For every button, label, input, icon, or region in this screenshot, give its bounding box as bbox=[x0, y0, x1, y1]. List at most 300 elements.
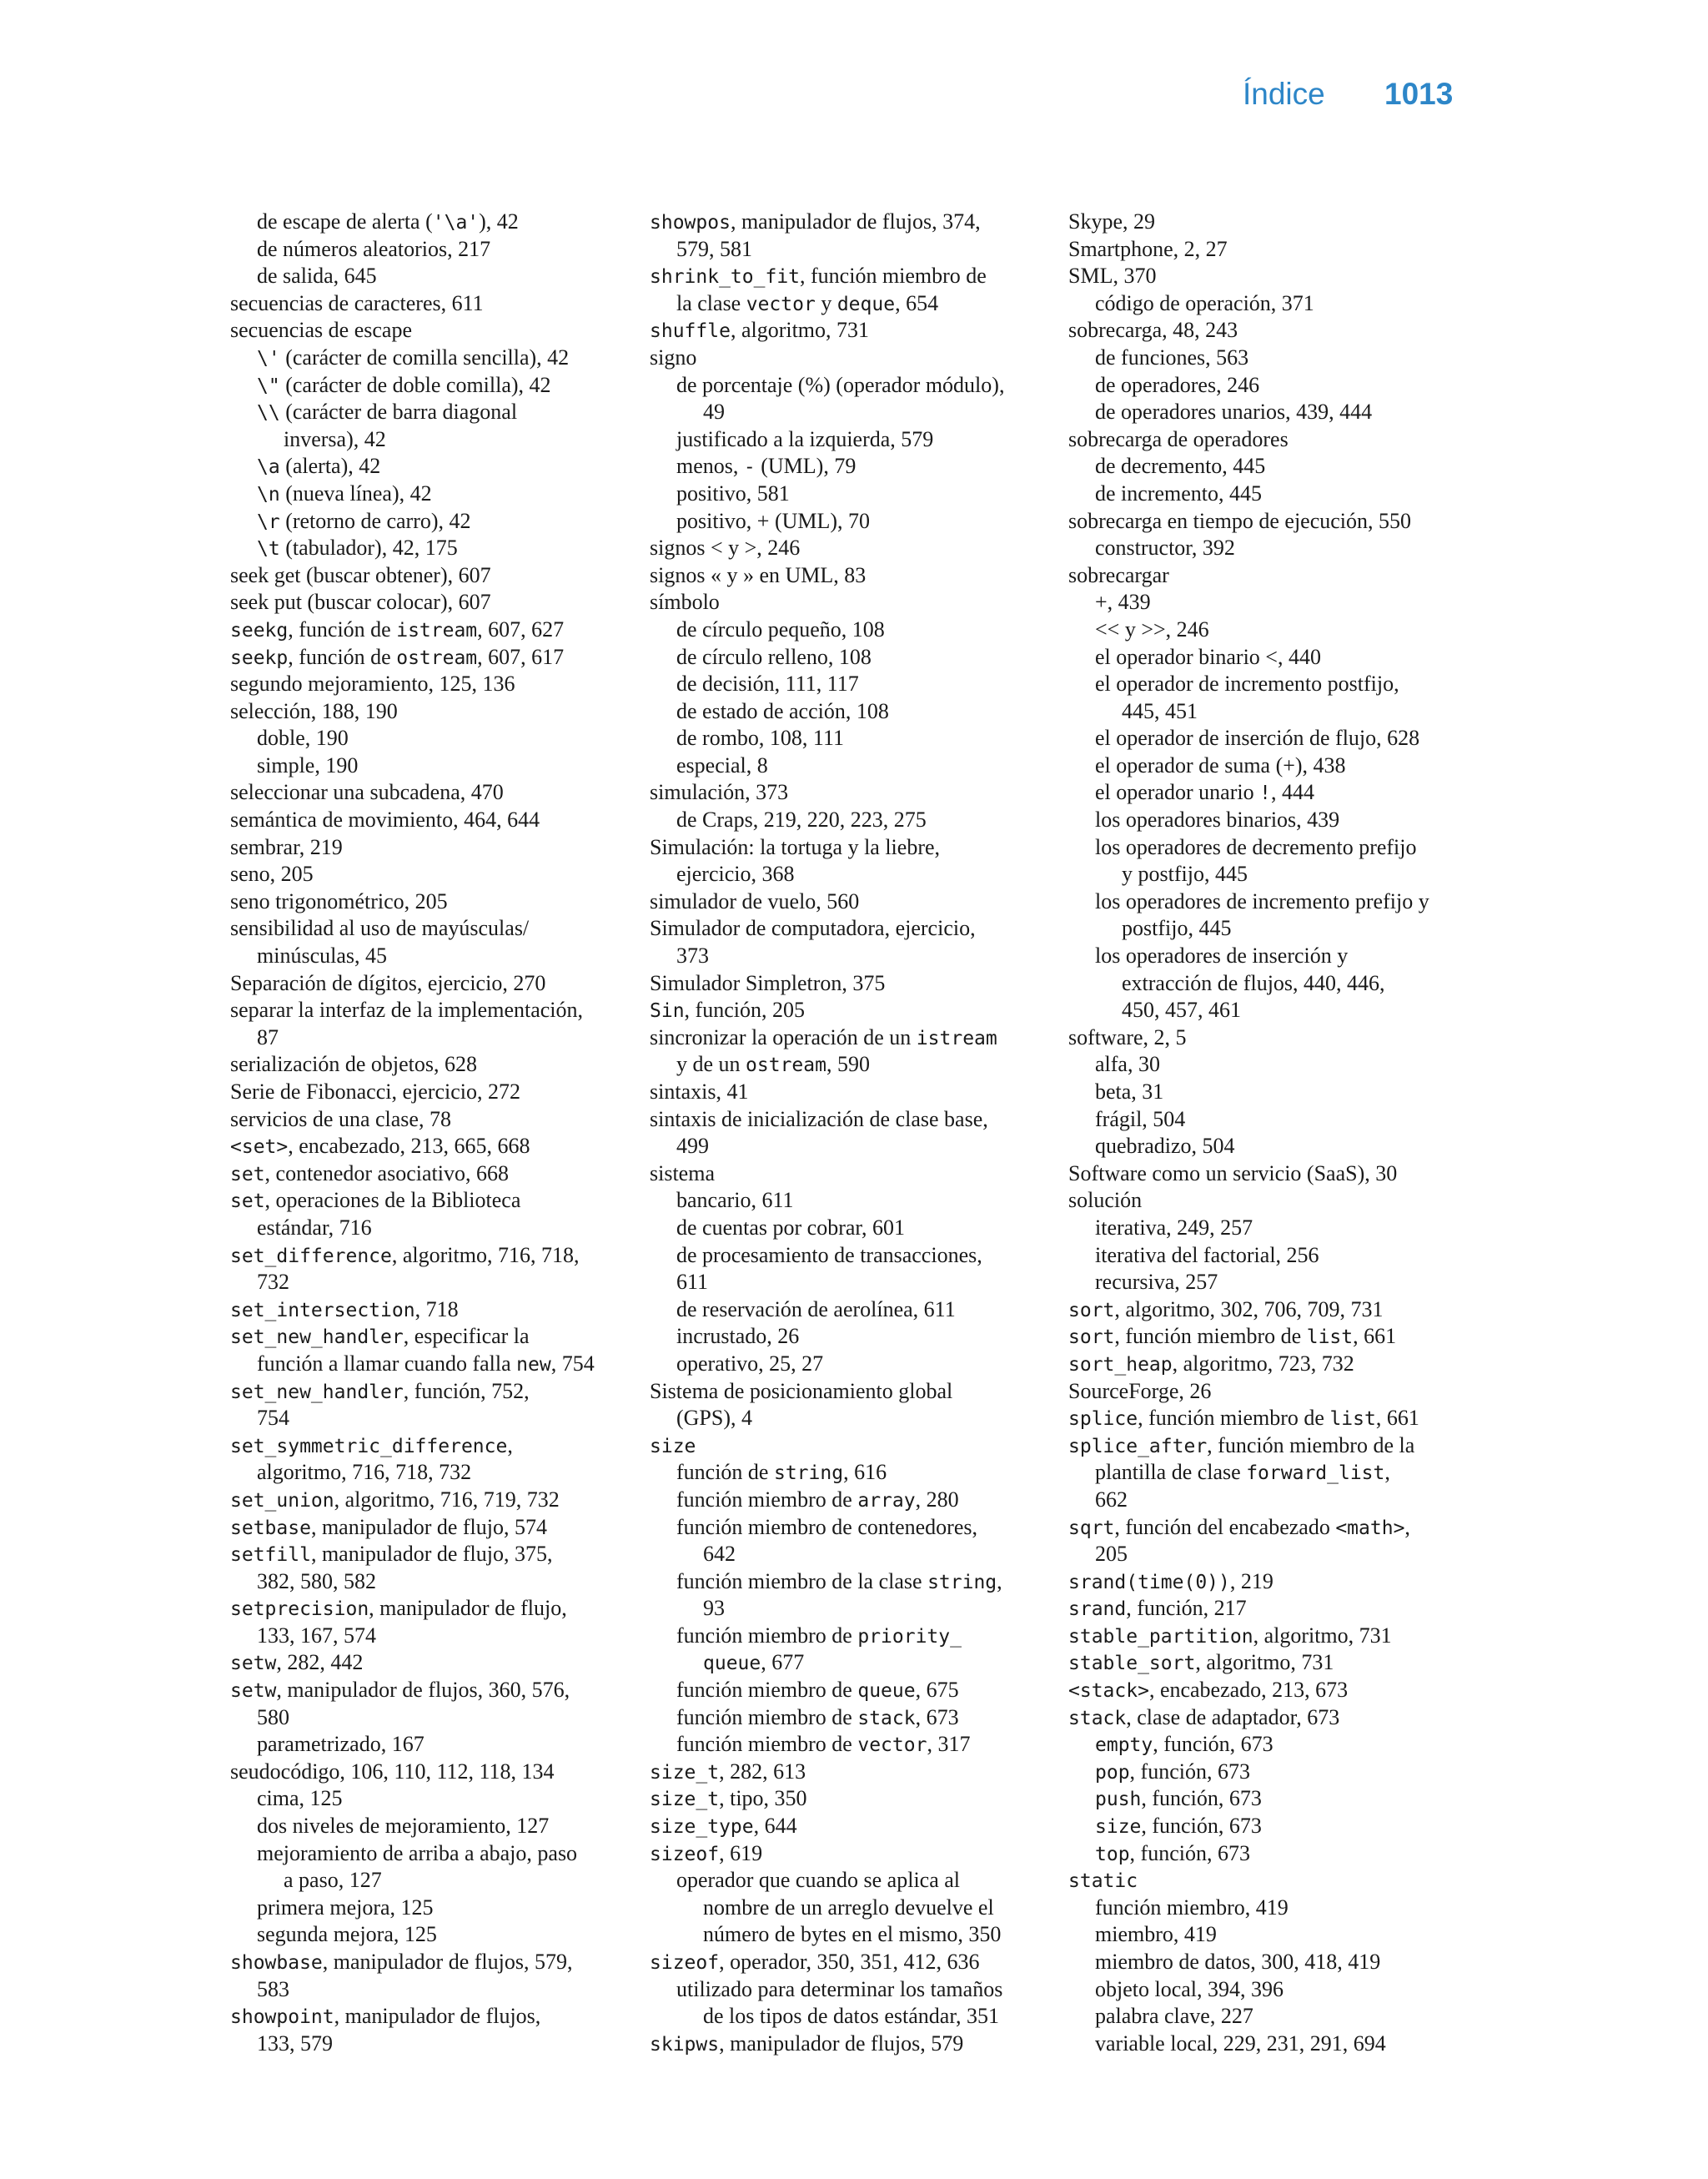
index-text: los operadores de incremento prefijo y bbox=[1095, 888, 1429, 913]
index-text: secuencias de escape bbox=[230, 318, 412, 343]
index-text: , algoritmo, 731 bbox=[730, 318, 870, 343]
index-entry bbox=[1068, 943, 1469, 970]
index-entry bbox=[230, 236, 630, 264]
index-text: el operador de inserción de flujo, 628 bbox=[1095, 726, 1420, 751]
index-text: , 718 bbox=[414, 1296, 459, 1321]
index-text: , bbox=[997, 1568, 1002, 1593]
index-entry bbox=[650, 2031, 1050, 2058]
index-entry bbox=[1068, 263, 1469, 290]
index-text: , tipo, 350 bbox=[719, 1786, 807, 1811]
index-text: , 590 bbox=[826, 1052, 870, 1077]
index-entry bbox=[650, 1296, 1050, 1324]
index-text: de rombo, 108, 111 bbox=[676, 726, 844, 751]
index-text: 579, 581 bbox=[676, 236, 752, 261]
index-entry bbox=[230, 1405, 630, 1432]
index-entry bbox=[1068, 345, 1469, 372]
index-code-term: istream bbox=[396, 619, 478, 642]
index-text: (carácter de barra diagonal bbox=[279, 400, 518, 425]
index-entry bbox=[650, 1514, 1050, 1542]
index-entry bbox=[230, 1106, 630, 1134]
index-text: de los tipos de datos estándar, 351 bbox=[703, 2004, 999, 2029]
index-text: algoritmo, 716, 718, 732 bbox=[257, 1460, 472, 1485]
index-text: los operadores de inserción y bbox=[1095, 944, 1349, 969]
index-entry bbox=[650, 1623, 1050, 1650]
index-entry bbox=[650, 1160, 1050, 1188]
index-entry bbox=[650, 1976, 1050, 2004]
index-code-term: sort bbox=[1068, 1299, 1115, 1321]
index-text: SourceForge, 26 bbox=[1068, 1378, 1212, 1403]
index-text: 642 bbox=[703, 1542, 736, 1567]
index-entry bbox=[650, 2003, 1050, 2031]
index-text: +, 439 bbox=[1095, 590, 1151, 615]
index-entry bbox=[230, 317, 630, 345]
index-entry bbox=[230, 345, 630, 372]
index-text: , 661 bbox=[1353, 1324, 1397, 1349]
index-text: de Craps, 219, 220, 223, 275 bbox=[676, 808, 927, 833]
index-entry bbox=[230, 1378, 630, 1406]
index-text: SML, 370 bbox=[1068, 264, 1157, 289]
index-entry bbox=[650, 1704, 1050, 1732]
index-code-term: showpos bbox=[650, 212, 731, 234]
index-entry bbox=[650, 671, 1050, 698]
index-entry bbox=[650, 236, 1050, 264]
index-text: , función miembro de la bbox=[1207, 1432, 1415, 1457]
index-text: sistema bbox=[650, 1160, 715, 1185]
index-text: , algoritmo, 731 bbox=[1195, 1650, 1334, 1675]
index-text: , bbox=[1384, 1460, 1390, 1485]
index-text: frágil, 504 bbox=[1095, 1106, 1186, 1131]
index-entry bbox=[650, 997, 1050, 1024]
index-text: , función del encabezado bbox=[1114, 1514, 1336, 1539]
index-column-3 bbox=[1068, 209, 1469, 2057]
index-text: código de operación, 371 bbox=[1095, 290, 1314, 315]
index-entry bbox=[650, 1759, 1050, 1786]
index-entry bbox=[1068, 1949, 1469, 1976]
index-text: , 675 bbox=[915, 1678, 959, 1703]
index-text: alfa, 30 bbox=[1095, 1052, 1160, 1077]
index-text: de estado de acción, 108 bbox=[676, 698, 889, 723]
index-entry bbox=[650, 1867, 1050, 1895]
index-text: 49 bbox=[703, 400, 725, 425]
index-code-term: seekg bbox=[230, 619, 289, 642]
index-text: dos niveles de mejoramiento, 127 bbox=[257, 1814, 550, 1839]
index-text: inversa), 42 bbox=[284, 426, 386, 451]
index-entry bbox=[1068, 1759, 1469, 1786]
index-text: sembrar, 219 bbox=[230, 834, 343, 859]
index-entry bbox=[650, 1351, 1050, 1378]
index-code-term: \' bbox=[257, 347, 280, 370]
index-code-term: vector bbox=[857, 1734, 927, 1757]
index-text: de salida, 645 bbox=[257, 264, 377, 289]
index-text: , 619 bbox=[719, 1840, 763, 1865]
index-code-term: showbase bbox=[230, 1952, 323, 1974]
index-text: , función, 673 bbox=[1141, 1786, 1262, 1811]
index-entry bbox=[650, 1459, 1050, 1487]
index-text: , 282, 442 bbox=[276, 1650, 364, 1675]
index-entry bbox=[230, 1867, 630, 1895]
index-code-term: shrink_to_fit bbox=[650, 266, 801, 289]
index-column-2 bbox=[650, 209, 1050, 2057]
index-text: secuencias de caracteres, 611 bbox=[230, 290, 484, 315]
index-entry bbox=[650, 1731, 1050, 1759]
index-text: palabra clave, 227 bbox=[1095, 2004, 1253, 2029]
index-text: 662 bbox=[1095, 1487, 1128, 1512]
index-code-term: \t bbox=[257, 538, 280, 561]
index-entry bbox=[650, 644, 1050, 672]
index-text: , función, 673 bbox=[1129, 1840, 1250, 1865]
index-entry bbox=[1068, 1649, 1469, 1677]
index-code-term: setbase bbox=[230, 1517, 311, 1539]
index-entry bbox=[230, 508, 630, 536]
index-entry bbox=[230, 372, 630, 400]
index-entry bbox=[1068, 1895, 1469, 1922]
index-text: de operadores, 246 bbox=[1095, 372, 1260, 397]
index-entry bbox=[1068, 2003, 1469, 2031]
index-entry bbox=[1068, 698, 1469, 726]
index-entry bbox=[230, 1351, 630, 1378]
index-text: 93 bbox=[703, 1596, 725, 1621]
index-text: plantilla de clase bbox=[1095, 1460, 1247, 1485]
index-text: 732 bbox=[257, 1270, 289, 1295]
index-entry bbox=[1068, 861, 1469, 888]
index-entry bbox=[650, 562, 1050, 590]
index-text: segunda mejora, 125 bbox=[257, 1922, 437, 1947]
index-entry bbox=[230, 1487, 630, 1514]
index-entry bbox=[230, 1649, 630, 1677]
index-entry bbox=[650, 1051, 1050, 1079]
index-code-term: istream bbox=[916, 1027, 997, 1049]
index-entry bbox=[230, 1921, 630, 1949]
index-text: , 654 bbox=[895, 290, 939, 315]
index-text: semántica de movimiento, 464, 644 bbox=[230, 808, 540, 833]
index-text: (UML), 79 bbox=[755, 454, 857, 479]
index-text: 205 bbox=[1095, 1542, 1128, 1567]
index-entry bbox=[230, 1677, 630, 1704]
index-text: serialización de objetos, 628 bbox=[230, 1052, 478, 1077]
index-code-term: \n bbox=[257, 483, 280, 506]
index-text: recursiva, 257 bbox=[1095, 1270, 1218, 1295]
index-text: , 661 bbox=[1375, 1406, 1419, 1431]
index-code-term: sort_heap bbox=[1068, 1353, 1173, 1376]
index-text: función miembro de la clase bbox=[676, 1568, 928, 1593]
index-code-term: array bbox=[857, 1489, 916, 1512]
index-entry bbox=[230, 970, 630, 998]
index-text: , función, 673 bbox=[1141, 1814, 1262, 1839]
index-text: 133, 167, 574 bbox=[257, 1623, 376, 1648]
index-text: Simulación: la tortuga y la liebre, bbox=[650, 834, 941, 859]
index-code-term: \\ bbox=[257, 402, 280, 425]
index-entry bbox=[650, 1785, 1050, 1813]
index-text: el operador binario <, 440 bbox=[1095, 644, 1321, 669]
index-text: , función miembro de bbox=[1114, 1324, 1307, 1349]
index-entry bbox=[650, 1405, 1050, 1432]
index-text: , algoritmo, 302, 706, 709, 731 bbox=[1114, 1296, 1384, 1321]
index-code-term: skipws bbox=[650, 2033, 720, 2056]
index-text: , algoritmo, 731 bbox=[1253, 1623, 1392, 1648]
index-entry bbox=[1068, 589, 1469, 616]
index-entry bbox=[650, 779, 1050, 807]
index-entry bbox=[1068, 1731, 1469, 1759]
index-entry bbox=[1068, 834, 1469, 862]
index-text: Software como un servicio (SaaS), 30 bbox=[1068, 1160, 1398, 1185]
index-text: segundo mejoramiento, 125, 136 bbox=[230, 672, 515, 697]
index-code-term: empty bbox=[1095, 1734, 1153, 1757]
index-entry bbox=[650, 1024, 1050, 1052]
index-code-term: \a bbox=[257, 456, 280, 479]
index-text: , manipulador de flujos, 360, 576, bbox=[276, 1678, 570, 1703]
index-entry bbox=[1068, 1813, 1469, 1840]
index-text: mejoramiento de arriba a abajo, paso bbox=[257, 1840, 578, 1865]
index-entry bbox=[650, 1921, 1050, 1949]
index-text: función de bbox=[676, 1460, 774, 1485]
index-text: , función de bbox=[288, 616, 397, 642]
index-entry bbox=[1068, 1459, 1469, 1487]
index-entry bbox=[650, 345, 1050, 372]
index-text: , manipulador de flujo, bbox=[369, 1596, 567, 1621]
index-text: 754 bbox=[257, 1406, 289, 1431]
index-code-term: sizeof bbox=[650, 1843, 720, 1865]
index-text: de procesamiento de transacciones, bbox=[676, 1242, 982, 1267]
index-text: cima, 125 bbox=[257, 1786, 343, 1811]
index-code-term: set bbox=[230, 1190, 265, 1213]
index-text: ejercicio, 368 bbox=[676, 862, 795, 887]
index-code-term: ostream bbox=[746, 1054, 826, 1077]
index-text: , función, 752, bbox=[403, 1378, 530, 1403]
index-entry bbox=[650, 290, 1050, 318]
index-entry bbox=[1068, 1187, 1469, 1215]
index-text: Serie de Fibonacci, ejercicio, 272 bbox=[230, 1079, 520, 1104]
index-text: , función de bbox=[288, 644, 397, 669]
index-text: selección, 188, 190 bbox=[230, 698, 398, 723]
index-code-term: new bbox=[516, 1353, 551, 1376]
index-code-term: queue bbox=[703, 1653, 761, 1675]
index-entry bbox=[230, 1731, 630, 1759]
index-entry bbox=[1068, 1405, 1469, 1432]
index-text: ), 42 bbox=[479, 209, 519, 234]
index-entry bbox=[230, 1704, 630, 1732]
index-entry bbox=[230, 1432, 630, 1460]
index-entry bbox=[230, 1623, 630, 1650]
index-text: operador que cuando se aplica al bbox=[676, 1868, 961, 1893]
index-text: y de un bbox=[676, 1052, 746, 1077]
index-text: de números aleatorios, 217 bbox=[257, 236, 491, 261]
index-entry bbox=[230, 1051, 630, 1079]
index-entry bbox=[230, 1568, 630, 1596]
index-text: miembro, 419 bbox=[1095, 1922, 1217, 1947]
index-entry bbox=[230, 1269, 630, 1296]
index-code-term: size bbox=[650, 1435, 696, 1457]
index-entry bbox=[230, 671, 630, 698]
index-text: , operaciones de la Biblioteca bbox=[264, 1188, 521, 1213]
index-code-term: stable_partition bbox=[1068, 1625, 1253, 1648]
index-entry bbox=[230, 2031, 630, 2058]
index-text: 445, 451 bbox=[1122, 698, 1198, 723]
index-text: incrustado, 26 bbox=[676, 1324, 800, 1349]
index-entry bbox=[650, 1649, 1050, 1677]
index-text: , función, 217 bbox=[1126, 1596, 1247, 1621]
index-entry bbox=[230, 1242, 630, 1270]
index-entry bbox=[1068, 508, 1469, 536]
index-text: , 282, 613 bbox=[719, 1759, 806, 1784]
index-text: (retorno de carro), 42 bbox=[279, 508, 471, 533]
index-text: los operadores binarios, 439 bbox=[1095, 808, 1340, 833]
index-text: , manipulador de flujos, 579, bbox=[322, 1950, 573, 1974]
index-entry bbox=[650, 1813, 1050, 1840]
index-text: 133, 579 bbox=[257, 2031, 333, 2056]
index-entry bbox=[1068, 997, 1469, 1024]
index-entry bbox=[650, 263, 1050, 290]
index-entry bbox=[1068, 807, 1469, 834]
index-text: (carácter de doble comilla), 42 bbox=[279, 372, 551, 397]
index-text: , manipulador de flujos, bbox=[334, 2004, 541, 2029]
index-entry bbox=[230, 1813, 630, 1840]
index-code-term: Sin bbox=[650, 1000, 685, 1023]
index-text: Simulador de computadora, ejercicio, bbox=[650, 916, 976, 941]
index-text: de círculo pequeño, 108 bbox=[676, 616, 885, 642]
index-entry bbox=[230, 888, 630, 916]
index-text: primera mejora, 125 bbox=[257, 1895, 434, 1920]
index-code-term: setw bbox=[230, 1653, 277, 1675]
index-code-term: sort bbox=[1068, 1326, 1115, 1349]
index-entry bbox=[1068, 317, 1469, 345]
index-text: , 677 bbox=[761, 1650, 805, 1675]
index-entry bbox=[1068, 209, 1469, 236]
index-text: signos « y » en UML, 83 bbox=[650, 562, 867, 587]
index-entry bbox=[1068, 644, 1469, 672]
index-text: seudocódigo, 106, 110, 112, 118, 134 bbox=[230, 1759, 555, 1784]
index-text: , manipulador de flujos, 374, bbox=[730, 209, 981, 234]
index-text: justificado a la izquierda, 579 bbox=[676, 426, 934, 451]
index-text: de decisión, 111, 117 bbox=[676, 672, 859, 697]
index-text: utilizado para determinar los tamaños bbox=[676, 1976, 1003, 2001]
index-code-term: splice bbox=[1068, 1408, 1138, 1431]
index-entry bbox=[1068, 1351, 1469, 1378]
index-entry bbox=[1068, 1432, 1469, 1460]
index-entry bbox=[230, 644, 630, 672]
index-entry bbox=[1068, 1677, 1469, 1704]
index-entry bbox=[230, 209, 630, 236]
index-entry bbox=[1068, 1160, 1469, 1188]
index-text: , manipulador de flujo, 574 bbox=[310, 1514, 547, 1539]
index-entry bbox=[650, 1187, 1050, 1215]
index-text: , 754 bbox=[550, 1351, 595, 1376]
index-entry bbox=[1068, 888, 1469, 916]
index-entry bbox=[650, 399, 1050, 426]
index-text: , 616 bbox=[843, 1460, 887, 1485]
index-entry bbox=[230, 698, 630, 726]
index-entry bbox=[650, 372, 1050, 400]
index-text: , bbox=[1404, 1514, 1410, 1539]
index-entry bbox=[230, 2003, 630, 2031]
index-text: , 280 bbox=[915, 1487, 959, 1512]
index-text: 450, 457, 461 bbox=[1122, 998, 1241, 1023]
index-text: minúsculas, 45 bbox=[257, 944, 387, 969]
index-entry bbox=[650, 481, 1050, 508]
index-text: estándar, 716 bbox=[257, 1215, 372, 1240]
index-text: , función, 673 bbox=[1129, 1759, 1250, 1784]
index-text: función miembro, 419 bbox=[1095, 1895, 1289, 1920]
index-text: , función miembro de bbox=[1138, 1406, 1330, 1431]
index-text: el operador de incremento postfijo, bbox=[1095, 672, 1399, 697]
index-text: 499 bbox=[676, 1134, 709, 1159]
index-text: , 644 bbox=[753, 1814, 797, 1839]
index-entry bbox=[1068, 372, 1469, 400]
index-code-term: queue bbox=[857, 1680, 916, 1703]
index-entry bbox=[1068, 616, 1469, 644]
index-entry bbox=[230, 562, 630, 590]
index-entry bbox=[1068, 752, 1469, 780]
index-code-term: static bbox=[1068, 1870, 1138, 1893]
index-text: de reservación de aerolínea, 611 bbox=[676, 1296, 956, 1321]
index-text: a paso, 127 bbox=[284, 1868, 382, 1893]
index-entry bbox=[230, 1976, 630, 2004]
index-text: sobrecarga, 48, 243 bbox=[1068, 318, 1238, 343]
index-entry bbox=[1068, 1323, 1469, 1351]
index-code-term: srand bbox=[1068, 1598, 1127, 1621]
index-entry bbox=[230, 1595, 630, 1623]
index-text: operativo, 25, 27 bbox=[676, 1351, 824, 1376]
index-code-term: setprecision bbox=[230, 1598, 369, 1621]
index-text: número de bytes en el mismo, 350 bbox=[703, 1922, 1002, 1947]
index-entry bbox=[1068, 1921, 1469, 1949]
index-entry bbox=[230, 1514, 630, 1542]
index-entry bbox=[650, 589, 1050, 616]
index-entry bbox=[1068, 671, 1469, 698]
index-entry bbox=[230, 1759, 630, 1786]
index-code-term: set_difference bbox=[230, 1245, 392, 1267]
index-entry bbox=[230, 535, 630, 562]
index-text: 611 bbox=[676, 1270, 709, 1295]
index-text: sobrecargar bbox=[1068, 562, 1169, 587]
index-entry bbox=[230, 1541, 630, 1568]
index-entry bbox=[1068, 1514, 1469, 1542]
index-code-term: stable_sort bbox=[1068, 1653, 1196, 1675]
index-text: beta, 31 bbox=[1095, 1079, 1164, 1104]
index-entry bbox=[1068, 481, 1469, 508]
index-text: sintaxis, 41 bbox=[650, 1079, 749, 1104]
index-entry bbox=[650, 616, 1050, 644]
index-text: , 444 bbox=[1270, 780, 1314, 805]
index-text: seek get (buscar obtener), 607 bbox=[230, 562, 491, 587]
index-entry bbox=[650, 698, 1050, 726]
index-text: software, 2, 5 bbox=[1068, 1024, 1187, 1049]
index-text: simulación, 373 bbox=[650, 780, 789, 805]
index-text: seleccionar una subcadena, 470 bbox=[230, 780, 504, 805]
index-entry bbox=[1068, 1487, 1469, 1514]
index-code-term: stack bbox=[1068, 1707, 1127, 1729]
index-entry bbox=[230, 915, 630, 943]
index-entry bbox=[230, 426, 630, 454]
index-text: de operadores unarios, 439, 444 bbox=[1095, 400, 1373, 425]
index-text: de porcentaje (%) (operador módulo), bbox=[676, 372, 1005, 397]
index-text: el operador de suma (+), 438 bbox=[1095, 752, 1346, 777]
index-code-term: ! bbox=[1259, 783, 1271, 805]
index-code-term: <stack> bbox=[1068, 1680, 1149, 1703]
index-text: , algoritmo, 716, 719, 732 bbox=[334, 1487, 560, 1512]
index-entry bbox=[650, 943, 1050, 970]
index-entry bbox=[230, 399, 630, 426]
index-entry bbox=[650, 1269, 1050, 1296]
index-text: función miembro de bbox=[676, 1623, 858, 1648]
index-code-term: deque bbox=[836, 293, 896, 315]
index-entry bbox=[650, 1242, 1050, 1270]
index-entry bbox=[650, 1677, 1050, 1704]
index-entry bbox=[1068, 1269, 1469, 1296]
index-code-term: sqrt bbox=[1068, 1517, 1115, 1539]
index-text: de cuentas por cobrar, 601 bbox=[676, 1215, 906, 1240]
index-entry bbox=[650, 725, 1050, 752]
index-entry bbox=[230, 263, 630, 290]
